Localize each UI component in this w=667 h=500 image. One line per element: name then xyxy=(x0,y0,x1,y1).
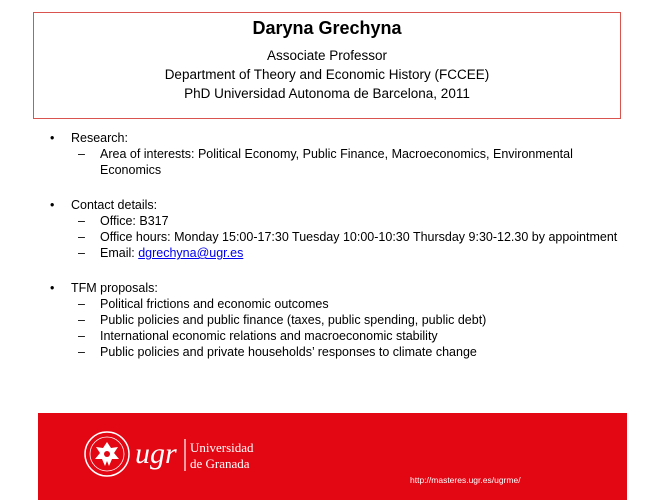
dash-icon: – xyxy=(78,246,85,260)
logo-ugr-text: ugr xyxy=(135,437,177,470)
contact-title: Contact details: xyxy=(71,198,158,212)
section-research xyxy=(50,130,630,178)
research-title: Research: xyxy=(71,131,128,145)
tfm-proposal: Political frictions and economic outcomes xyxy=(100,297,329,311)
email-link[interactable]: dgrechyna@ugr.es xyxy=(138,246,244,260)
tfm-proposal: Public policies and private households’ responses to climate change xyxy=(100,345,477,359)
professor-name: Daryna Grechyna xyxy=(252,18,402,38)
phd-line: PhD Universidad Autonoma de Barcelona, 2011 xyxy=(184,86,470,101)
bullet-icon: • xyxy=(50,131,55,145)
tfm-proposal: Public policies and public finance (taxes, public spending, public debt) xyxy=(100,313,487,327)
position-title: Associate Professor xyxy=(266,48,388,63)
ugr-logo-graphic xyxy=(82,429,312,479)
footer-banner xyxy=(38,413,627,500)
section-title xyxy=(50,280,630,296)
bullet-icon: • xyxy=(50,198,55,212)
ugr-logo xyxy=(82,429,312,479)
section-title xyxy=(50,197,630,213)
bullet-icon: • xyxy=(50,281,55,295)
department-line: Department of Theory and Economic History (FCCEE) xyxy=(164,67,490,82)
email-label: Email: xyxy=(100,246,139,260)
dash-icon: – xyxy=(78,147,85,161)
dash-icon: – xyxy=(78,329,85,343)
university-crest-icon xyxy=(85,432,129,476)
dash-icon: – xyxy=(78,313,85,327)
logo-line1: Universidad xyxy=(190,440,254,455)
list-item xyxy=(50,296,630,312)
list-item xyxy=(50,229,630,245)
list-item xyxy=(50,146,630,178)
tfm-proposal: International economic relations and macroeconomic stability xyxy=(100,329,438,343)
list-item xyxy=(50,312,630,328)
header-box xyxy=(33,12,621,119)
section-contact xyxy=(50,197,630,261)
office-hours-text: Office hours: Monday 15:00-17:30 Tuesday 10:00-10:30 Thursday 9:30-12.30 by appointment xyxy=(100,230,618,244)
list-item xyxy=(50,344,630,360)
logo-line2: de Granada xyxy=(190,456,250,471)
content-list xyxy=(50,130,630,379)
dash-icon: – xyxy=(78,345,85,359)
list-item xyxy=(50,328,630,344)
research-interests: Area of interests: Political Economy, Public Finance, Macroeconomics, Environmental Economics xyxy=(100,147,573,177)
list-item xyxy=(50,245,630,261)
masters-url-link[interactable]: http://masteres.ugr.es/ugrme/ xyxy=(410,475,521,485)
office-text: Office: B317 xyxy=(100,214,169,228)
section-tfm xyxy=(50,280,630,360)
list-item xyxy=(50,213,630,229)
dash-icon: – xyxy=(78,214,85,228)
dash-icon: – xyxy=(78,297,85,311)
section-title xyxy=(50,130,630,146)
tfm-title: TFM proposals: xyxy=(71,281,158,295)
dash-icon: – xyxy=(78,230,85,244)
